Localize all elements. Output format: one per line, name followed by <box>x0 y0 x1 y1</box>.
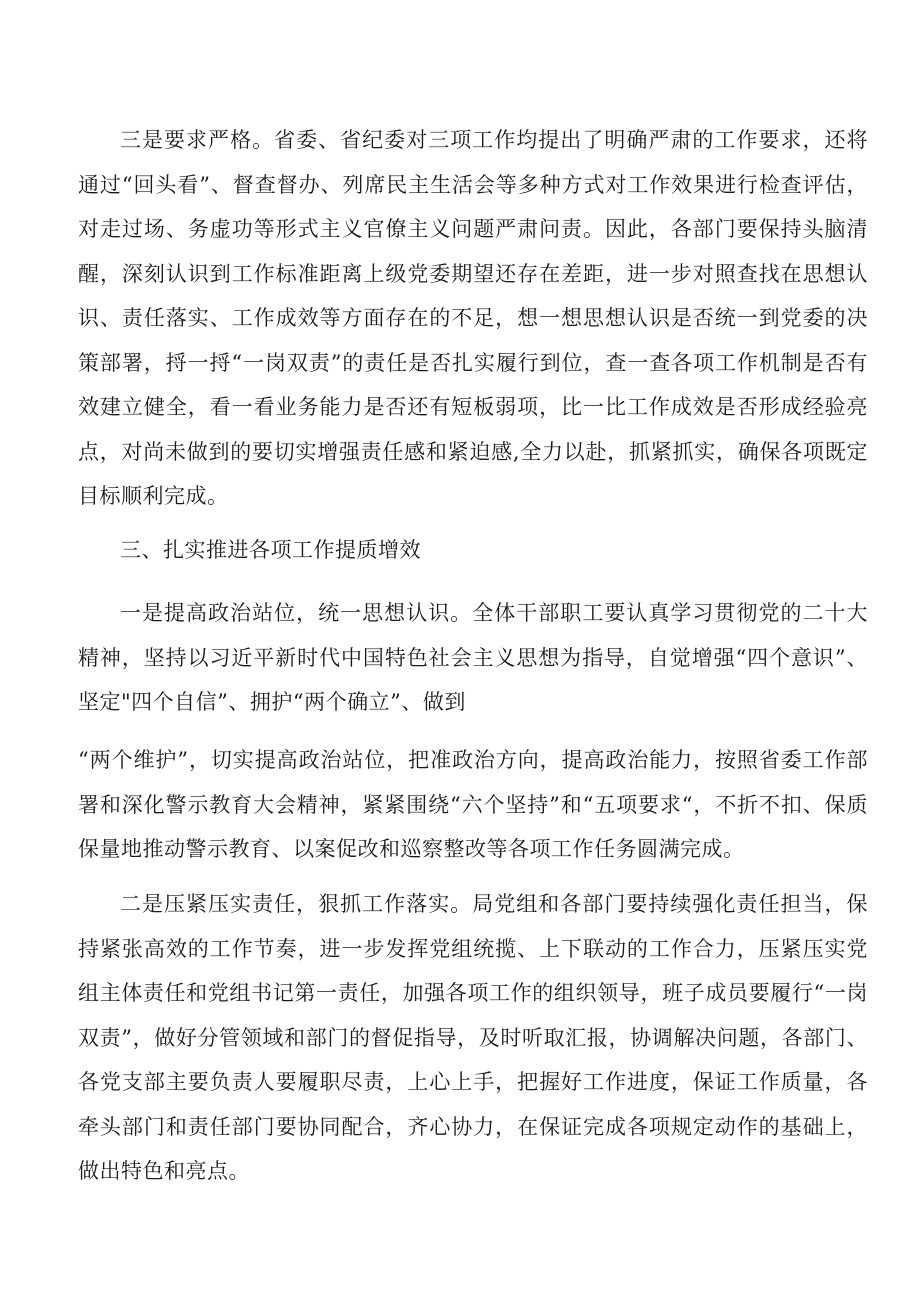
section-heading: 三、扎实推进各项工作提质增效 <box>120 538 421 562</box>
paragraph-political-stance-continued: “两个维护”，切实提高政治站位，把准政治方向，提高政治能力，按照省委工作部署和深化警示教育大会精神，紧紧围绕“六个坚持”和“五项要求“，不折不扣、保质保量地推动警示教育、以案促改和巡察整改等各项工作任务圆满完成。 <box>78 748 868 861</box>
paragraph-political-stance: 一是提高政治站位，统一思想认识。全体干部职工要认真学习贯彻党的二十大精神，坚持以习近平新时代中国特色社会主义思想为指导，自觉增强“四个意识”、坚定"四个自信”、拥护“两个确立”、做到 <box>78 601 868 714</box>
paragraph-strict-requirements: 三是要求严格。省委、省纪委对三项工作均提出了明确严肃的工作要求，还将通过“回头看”、督查督办、列席民主生活会等多种方式对工作效果进行检查评估，对走过场、务虚功等形式主义官僚主义问题严肃问责。因此，各部门要保持头脑清醒，深刻认识到工作标准距离上级党委期望还存在差距，进一步对照查找在思想认识、责任落实、工作成效等方面存在的不足，想一想思想认识是否统一到党委的决策部署，捋一捋“一岗双责”的责任是否扎实履行到位，查一查各项工作机制是否有效建立健全，看一看业务能力是否还有短板弱项，比一比工作成效是否形成经验亮点，对尚未做到的要切实增强责任感和紧迫感,全力以赴，抓紧抓实，确保各项既定目标顺利完成。 <box>78 128 868 508</box>
paragraph-responsibility: 二是压紧压实责任，狠抓工作落实。局党组和各部门要持续强化责任担当，保持紧张高效的工作节奏，进一步发挥党组统揽、上下联动的工作合力，压紧压实党组主体责任和党组书记第一责任，加强各项工作的组织领导，班子成员要履行“一岗双责”，做好分管领域和部门的督促指导，及时听取汇报，协调解决问题，各部门、各党支部主要负责人要履职尽责，上心上手，把握好工作进度，保证工作质量，各牵头部门和责任部门要协同配合，齐心协力，在保证完成各项规定动作的基础上，做出特色和亮点。 <box>78 892 868 1183</box>
